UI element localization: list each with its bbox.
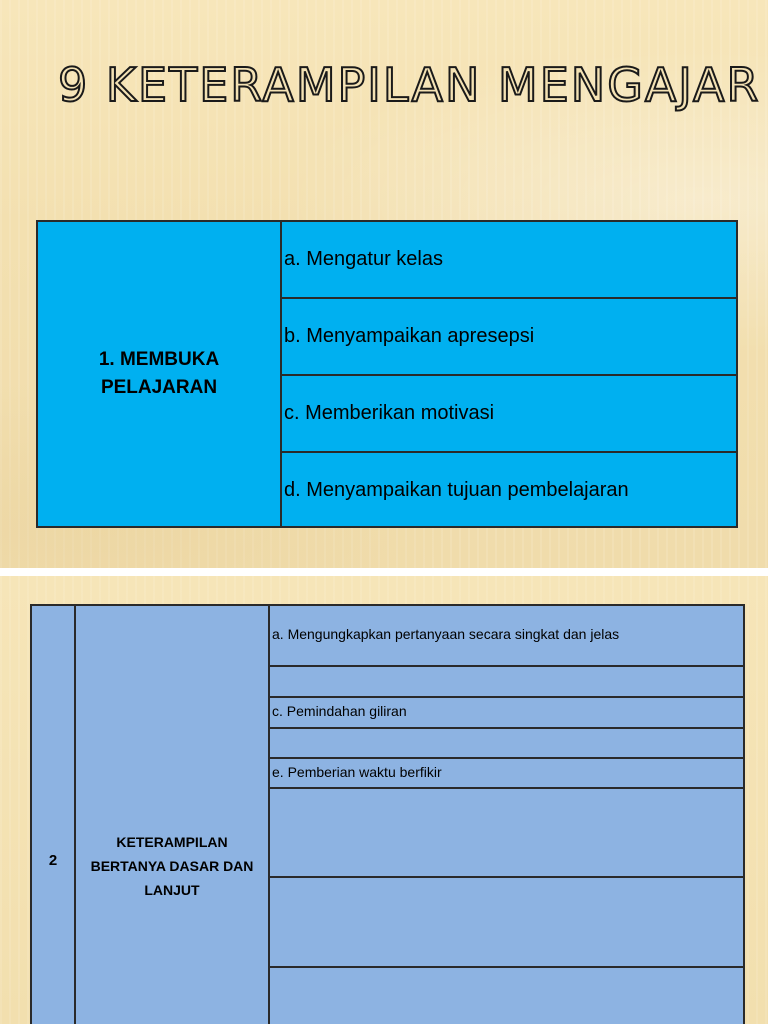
- slide-2: [0, 576, 768, 1024]
- skill-label-line-2: BERTANYA DASAR DAN: [90, 858, 254, 874]
- table-row: [270, 789, 743, 878]
- skills-table-questioning: [30, 604, 745, 1024]
- item-text: a. Mengatur kelas: [284, 248, 443, 270]
- table-row: [270, 968, 743, 1024]
- table-row: [282, 222, 736, 299]
- row-number: 2: [48, 852, 58, 869]
- table-row: [270, 878, 743, 968]
- table-row: [270, 606, 743, 667]
- skills-table-opening: [36, 220, 738, 528]
- number-cell: [32, 606, 76, 1024]
- skill-label-line-1: KETERAMPILAN: [116, 834, 228, 850]
- table-row: [270, 698, 743, 729]
- item-text: b. Menyampaikan apresepsi: [284, 325, 535, 347]
- item-text: e. Pemberian waktu berfikir: [272, 764, 442, 780]
- category-line-1: 1. MEMBUKA: [98, 349, 220, 370]
- table-row: [282, 453, 736, 526]
- item-text: d. Menyampaikan tujuan pembelajaran: [284, 479, 629, 501]
- category-line-2: PELAJARAN: [100, 377, 218, 398]
- category-cell: [38, 222, 282, 526]
- skill-label: [76, 830, 268, 902]
- skill-label-line-3: LANJUT: [144, 882, 200, 898]
- table-row: [270, 667, 743, 698]
- label-cell: [76, 606, 270, 1024]
- items-column: [282, 222, 736, 526]
- items-column: [270, 606, 743, 1024]
- slide-divider: [0, 568, 768, 576]
- table-row: [282, 299, 736, 376]
- table-row: [270, 729, 743, 759]
- item-text: c. Pemindahan giliran: [272, 703, 407, 719]
- table-row: [282, 376, 736, 453]
- item-text: c. Memberikan motivasi: [284, 402, 495, 424]
- table-row: [270, 759, 743, 789]
- slide-title: 9 KETERAMPILAN MENGAJAR: [58, 58, 761, 112]
- item-text: a. Mengungkapkan pertanyaan secara singkat dan jelas: [272, 626, 620, 642]
